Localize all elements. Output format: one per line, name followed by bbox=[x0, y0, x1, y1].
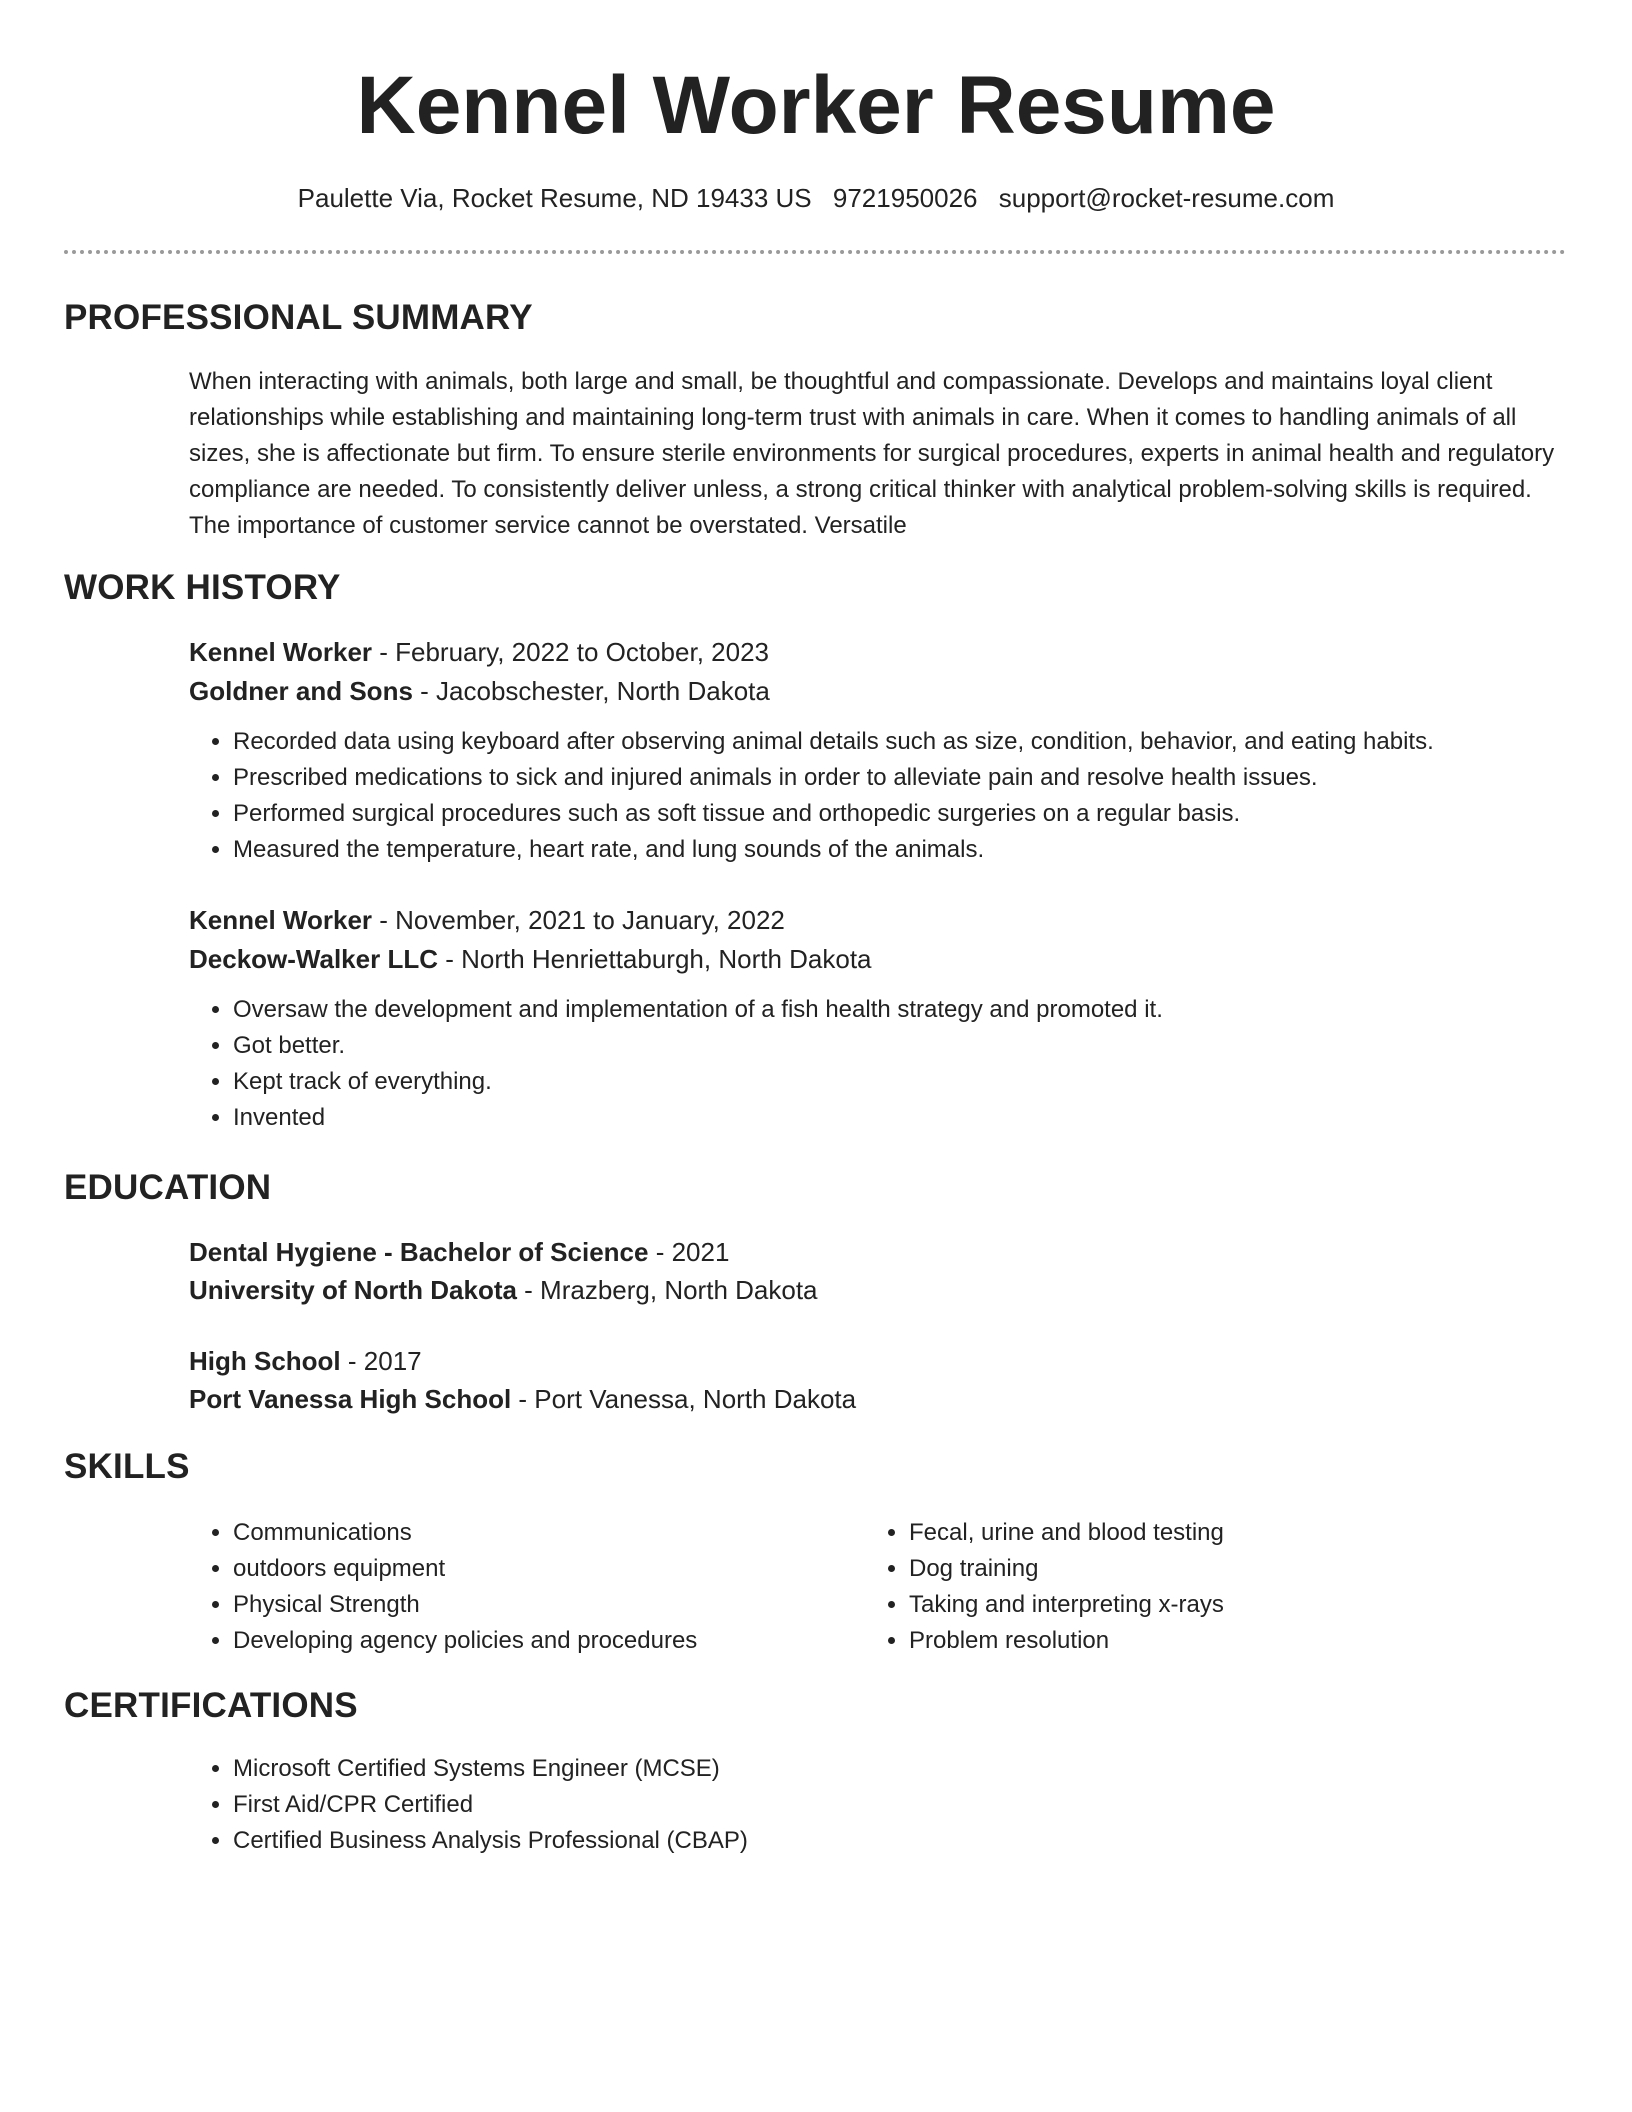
job-company: Deckow-Walker LLC bbox=[189, 944, 438, 974]
list-item: • Prescribed medications to sick and injured animals in order to alleviate pain and resolve health issues. bbox=[233, 760, 1434, 796]
list-item: • Got better. bbox=[233, 1028, 1163, 1064]
graduation-year: - 2021 bbox=[648, 1237, 730, 1267]
list-item: • Kept track of everything. bbox=[233, 1064, 1163, 1100]
job-title: Kennel Worker bbox=[189, 637, 373, 667]
certifications-heading: CERTIFICATIONS bbox=[64, 1686, 358, 1725]
school: Port Vanessa High School bbox=[189, 1384, 512, 1414]
list-item: • Performed surgical procedures such as soft tissue and orthopedic surgeries on a regular basis. bbox=[233, 796, 1434, 832]
job-1-duties bbox=[189, 724, 1434, 868]
job-2-duties bbox=[189, 992, 1163, 1136]
degree: High School bbox=[189, 1346, 341, 1376]
list-item: • Invented bbox=[233, 1100, 1163, 1136]
job-title: Kennel Worker bbox=[189, 905, 373, 935]
degree: Dental Hygiene - Bachelor of Science bbox=[189, 1237, 649, 1267]
school-location: - Mrazberg, North Dakota bbox=[516, 1275, 818, 1305]
job-2-company-line bbox=[189, 941, 872, 977]
contact-phone: 9721950026 bbox=[832, 183, 978, 213]
list-item: • Taking and interpreting x-rays bbox=[909, 1587, 1224, 1623]
list-item: • Problem resolution bbox=[909, 1623, 1224, 1659]
job-1-company-line bbox=[189, 673, 770, 709]
header-divider bbox=[64, 250, 1566, 254]
contact-address: Paulette Via, Rocket Resume, ND 19433 US bbox=[297, 183, 812, 213]
job-location: - Jacobschester, North Dakota bbox=[412, 676, 770, 706]
job-location: - North Henriettaburgh, North Dakota bbox=[437, 944, 872, 974]
summary-text: When interacting with animals, both large and small, be thoughtful and compassionate. Develops and maintains loyal client relationships while establishing and maintaining long-term trust with animals in care. When it comes to handling animals of all sizes, she is affectionate but firm. To ensure sterile environments for surgical procedures, experts in animal health and regulatory compliance are needed. To consistently deliver unless, a strong critical thinker with analytical problem-solving skills is required. The importance of customer service cannot be overstated. Versatile bbox=[189, 368, 1555, 539]
education-1-degree-line bbox=[189, 1234, 729, 1270]
list-item: • Fecal, urine and blood testing bbox=[909, 1515, 1224, 1551]
graduation-year: - 2017 bbox=[340, 1346, 422, 1376]
list-item: • Dog training bbox=[909, 1551, 1224, 1587]
skills-heading: SKILLS bbox=[64, 1447, 190, 1486]
resume-title: Kennel Worker Resume bbox=[356, 60, 1276, 151]
summary-heading: PROFESSIONAL SUMMARY bbox=[64, 298, 533, 337]
skills-list-right bbox=[865, 1515, 1224, 1659]
list-item: • Microsoft Certified Systems Engineer (MCSE) bbox=[233, 1751, 748, 1787]
job-dates: - November, 2021 to January, 2022 bbox=[372, 905, 785, 935]
job-company: Goldner and Sons bbox=[189, 676, 413, 706]
school: University of North Dakota bbox=[189, 1275, 517, 1305]
certifications-list bbox=[189, 1751, 748, 1859]
education-1-school-line bbox=[189, 1272, 818, 1308]
list-item: • Physical Strength bbox=[233, 1587, 697, 1623]
education-2-degree-line bbox=[189, 1343, 422, 1379]
job-1-title-line bbox=[189, 634, 769, 670]
list-item: • Measured the temperature, heart rate, and lung sounds of the animals. bbox=[233, 832, 1434, 868]
list-item: • Certified Business Analysis Professional (CBAP) bbox=[233, 1823, 748, 1859]
work-history-heading: WORK HISTORY bbox=[64, 568, 341, 607]
education-heading: EDUCATION bbox=[64, 1168, 272, 1207]
education-2-school-line bbox=[189, 1381, 856, 1417]
school-location: - Port Vanessa, North Dakota bbox=[511, 1384, 857, 1414]
list-item: • Developing agency policies and procedures bbox=[233, 1623, 697, 1659]
list-item: • outdoors equipment bbox=[233, 1551, 697, 1587]
list-item: • Communications bbox=[233, 1515, 697, 1551]
contact-email: support@rocket-resume.com bbox=[998, 183, 1335, 213]
list-item: • Recorded data using keyboard after observing animal details such as size, condition, behavior, and eating habits. bbox=[233, 724, 1434, 760]
job-2-title-line bbox=[189, 902, 785, 938]
contact-line bbox=[0, 180, 1632, 216]
list-item: • Oversaw the development and implementation of a fish health strategy and promoted it. bbox=[233, 992, 1163, 1028]
list-item: • First Aid/CPR Certified bbox=[233, 1787, 748, 1823]
skills-list-left bbox=[189, 1515, 697, 1659]
job-dates: - February, 2022 to October, 2023 bbox=[372, 637, 769, 667]
